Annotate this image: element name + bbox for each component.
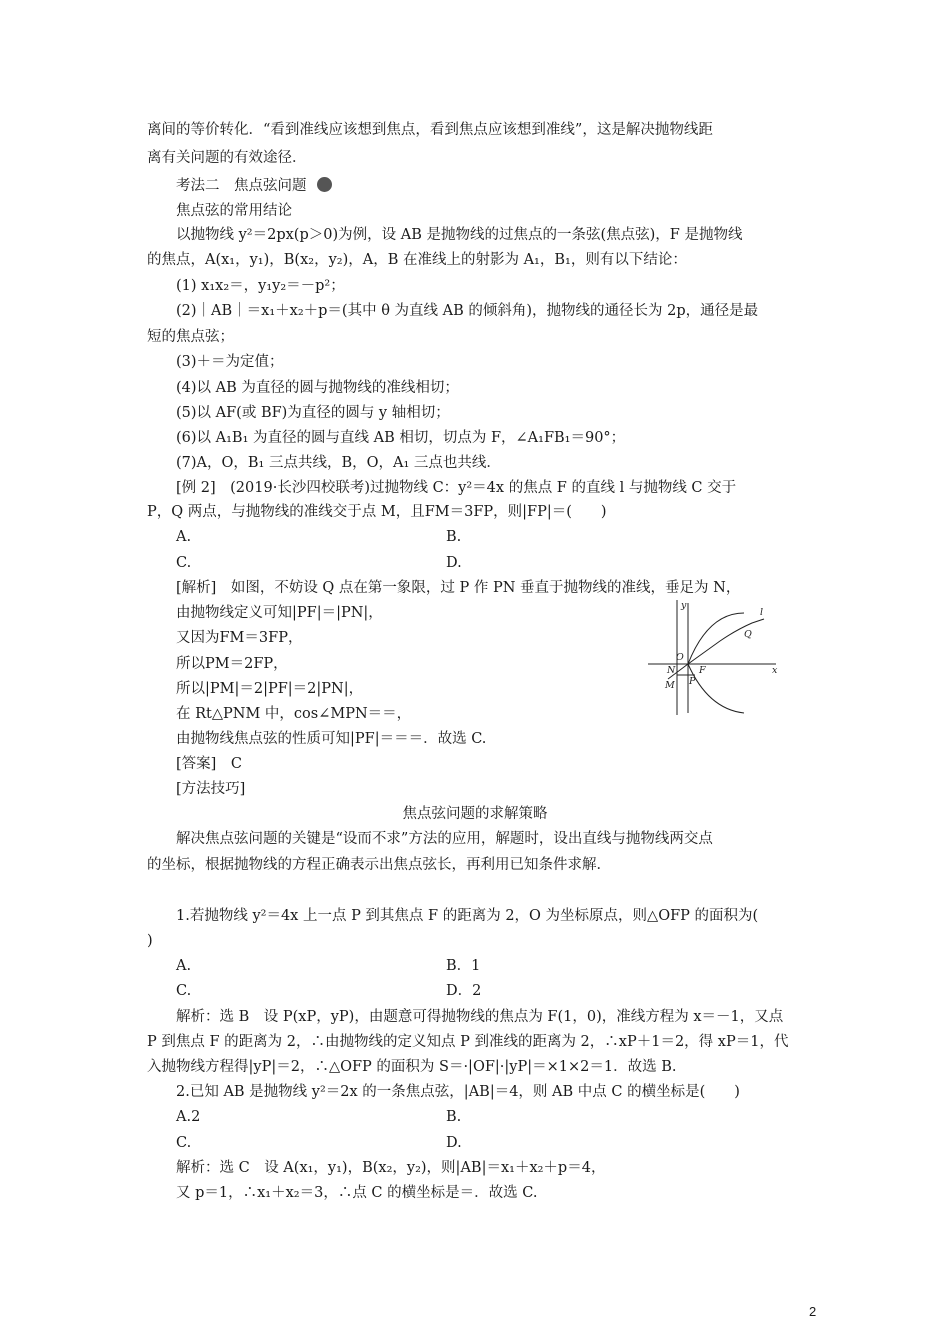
strategy-title: 焦点弦问题的求解策略 [402, 806, 548, 822]
text-line: 解决焦点弦问题的关键是“设而不求”方法的应用，解题时，设出直线与抛物线两交点 [176, 831, 713, 847]
text-line: 短的焦点弦； [147, 329, 234, 345]
page-number: 2 [809, 1304, 817, 1319]
text-line: (3)＋＝为定值； [176, 354, 284, 370]
text-line: 的坐标，根据抛物线的方程正确表示出焦点弦长，再利用已知条件求解． [147, 857, 611, 873]
text-line: (1) x₁x₂＝，y₁y₂＝－p²； [176, 278, 345, 294]
solution-line: 在 Rt△PNM 中，cos∠MPN＝＝， [176, 706, 412, 722]
label-l: l [760, 607, 764, 618]
option-a: A. [176, 958, 192, 974]
label-x: x [772, 665, 778, 676]
exercise-1: 1.若抛物线 y²＝4x 上一点 P 到其焦点 F 的距离为 2，O 为坐标原点，则△OFP 的面积为( [176, 908, 759, 924]
solution-line: 所以PM＝2FP， [176, 656, 288, 672]
section-heading [176, 176, 332, 196]
line-l [668, 619, 764, 679]
parabola-curve [688, 613, 744, 713]
option-c: C. [176, 555, 192, 571]
bullet-dot-icon [317, 177, 332, 192]
text-line: (4)以 AB 为直径的圆与抛物线的准线相切； [176, 380, 459, 396]
option-a: A.2 [176, 1109, 201, 1125]
text-line: (6)以 A₁B₁ 为直径的圆与直线 AB 相切，切点为 F，∠A₁FB₁＝90°； [176, 430, 626, 446]
text-line: (5)以 AF(或 BF)为直径的圆与 y 轴相切； [176, 405, 450, 421]
solution-line: 解析：选 B 设 P(xP，yP)，由题意可得抛物线的焦点为 F(1，0)，准线方程为 x＝－1，又点 [176, 1009, 784, 1025]
solution-line: [解析] 如图，不妨设 Q 点在第一象限，过 P 作 PN 垂直于抛物线的准线，垂足为 N， [176, 580, 741, 596]
solution-line: 又 p＝1，∴x₁＋x₂＝3，∴点 C 的横坐标是＝．故选 C. [176, 1185, 538, 1201]
example-heading: [例 2] (2019·长沙四校联考)过抛物线 C：y²＝4x 的焦点 F 的直线 l 与抛物线 C 交于 [176, 480, 737, 496]
label-f: F [699, 665, 706, 676]
option-d: D. [446, 555, 462, 571]
solution-line: 又因为FM＝3FP， [176, 630, 303, 646]
option-b: B. [446, 529, 462, 545]
label-p: P [689, 676, 696, 687]
option-c: C. [176, 1135, 192, 1151]
exercise-2: 2.已知 AB 是抛物线 y²＝2x 的一条焦点弦，|AB|＝4，则 AB 中点 C 的横坐标是( ) [176, 1084, 740, 1100]
text-line: ) [147, 933, 153, 949]
text-line: (7)A，O，B₁ 三点共线，B，O，A₁ 三点也共线． [176, 455, 501, 471]
label-o: O [676, 652, 684, 663]
text-line: 离间的等价转化．“看到准线应该想到焦点，看到焦点应该想到准线”，这是解决抛物线距 [147, 122, 713, 138]
solution-line: 所以|PM|＝2|PF|＝2|PN|， [176, 681, 364, 697]
text-line: 离有关问题的有效途径． [147, 150, 307, 166]
solution-line: 入抛物线方程得|yP|＝2，∴△OFP 的面积为 S＝·|OF|·|yP|＝×1×2＝1．故选 B. [147, 1059, 677, 1075]
label-q: Q [744, 629, 752, 640]
option-c: C. [176, 983, 192, 999]
text-line: 以抛物线 y²＝2px(p＞0)为例，设 AB 是抛物线的过焦点的一条弦(焦点弦)，F 是抛物线 [176, 227, 743, 243]
option-b: B．1 [446, 958, 481, 974]
method-heading: [方法技巧] [176, 781, 246, 797]
label-y: y [681, 600, 687, 611]
answer-line: [答案] C [176, 756, 242, 772]
option-a: A. [176, 529, 192, 545]
text-line: (2)｜AB｜＝x₁＋x₂＋p＝(其中 θ 为直线 AB 的倾斜角)，抛物线的通径长为 2p，通径是最 [176, 303, 759, 319]
label-n: N [667, 665, 676, 676]
text-line: 的焦点，A(x₁，y₁)，B(x₂，y₂)，A，B 在准线上的射影为 A₁，B₁，则有以下结论： [147, 252, 687, 268]
solution-line: P 到焦点 F 的距离为 2，∴由抛物线的定义知点 P 到准线的距离为 2，∴xP＋1＝2，得 xP＝1，代 [147, 1034, 789, 1050]
text-line: P，Q 两点，与抛物线的准线交于点 M，且FM＝3FP，则|FP|＝( ) [147, 504, 607, 520]
solution-line: 解析：选 C 设 A(x₁，y₁)，B(x₂，y₂)，则|AB|＝x₁＋x₂＋p＝4， [176, 1160, 606, 1176]
solution-line: 由抛物线定义可知|PF|＝|PN|， [176, 605, 383, 621]
solution-line: 由抛物线焦点弦的性质可知|PF|＝＝＝．故选 C. [176, 731, 487, 747]
option-d: D．2 [446, 983, 482, 999]
label-m: M [665, 680, 675, 691]
section-heading-text: 考法二 焦点弦问题 [176, 178, 307, 194]
option-d: D. [446, 1135, 462, 1151]
parabola-figure [648, 597, 782, 717]
subheading: 焦点弦的常用结论 [176, 203, 292, 219]
option-b: B. [446, 1109, 462, 1125]
